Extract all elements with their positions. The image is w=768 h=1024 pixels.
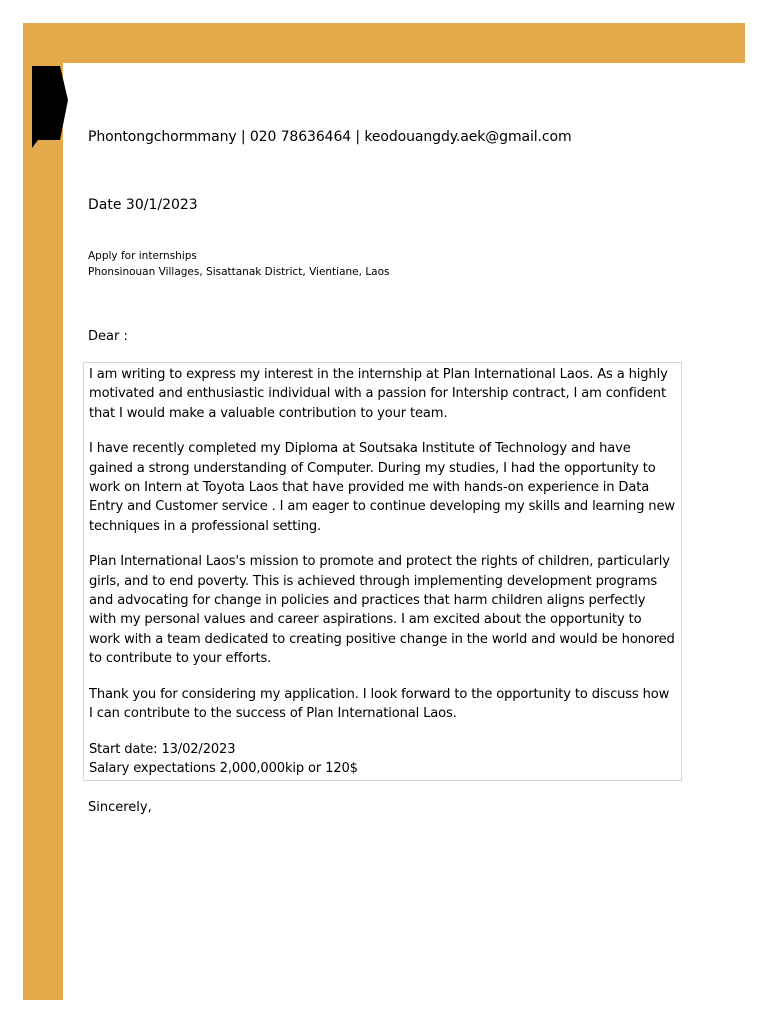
- salary-expectations: Salary expectations 2,000,000kip or 120$: [89, 760, 358, 776]
- address-line-subject: Apply for internships: [88, 250, 197, 262]
- letter-date: Date 30/1/2023: [88, 197, 198, 213]
- recipient-address-block: [88, 248, 390, 280]
- body-paragraph-4: Thank you for considering my application. I look forward to the opportunity to discuss how I can contribute to the success of Plan International Laos.: [89, 686, 670, 722]
- body-paragraph-1: I am writing to express my interest in the internship at Plan International Laos. As a highly motivated and enthusiastic individual with a passion for Intership contract, I am confident that I would make a valuable contribution to your team.: [89, 367, 668, 421]
- start-and-salary: [89, 740, 676, 779]
- bookmark-tab-icon: [32, 66, 68, 148]
- letter-body: [83, 362, 682, 781]
- salutation: Dear :: [88, 329, 128, 344]
- closing: Sincerely,: [88, 800, 152, 815]
- body-paragraph-3: Plan International Laos's mission to promote and protect the rights of children, particularly girls, and to end poverty. This is achieved through implementing development programs and advocating for change in policies and practices that harm children aligns perfectly with my personal values and career aspirations. I am excited about the opportunity to work with a team dedicated to creating positive change in the world and would be honored to contribute to your efforts.: [89, 554, 675, 667]
- address-line-location: Phonsinouan Villages, Sisattanak District, Vientiane, Laos: [88, 266, 390, 278]
- contact-info-line: Phontongchormmany | 020 78636464 | keodouangdy.aek@gmail.com: [88, 129, 572, 145]
- start-date: Start date: 13/02/2023: [89, 741, 236, 757]
- body-paragraph-2: I have recently completed my Diploma at Soutsaka Institute of Technology and have gained a strong understanding of Computer. During my studies, I had the opportunity to work on Intern at Toyota Laos that have provided me with hands-on experience in Data Entry and Customer service . I am eager to continue developing my skills and learning new techniques in a professional setting.: [89, 441, 675, 534]
